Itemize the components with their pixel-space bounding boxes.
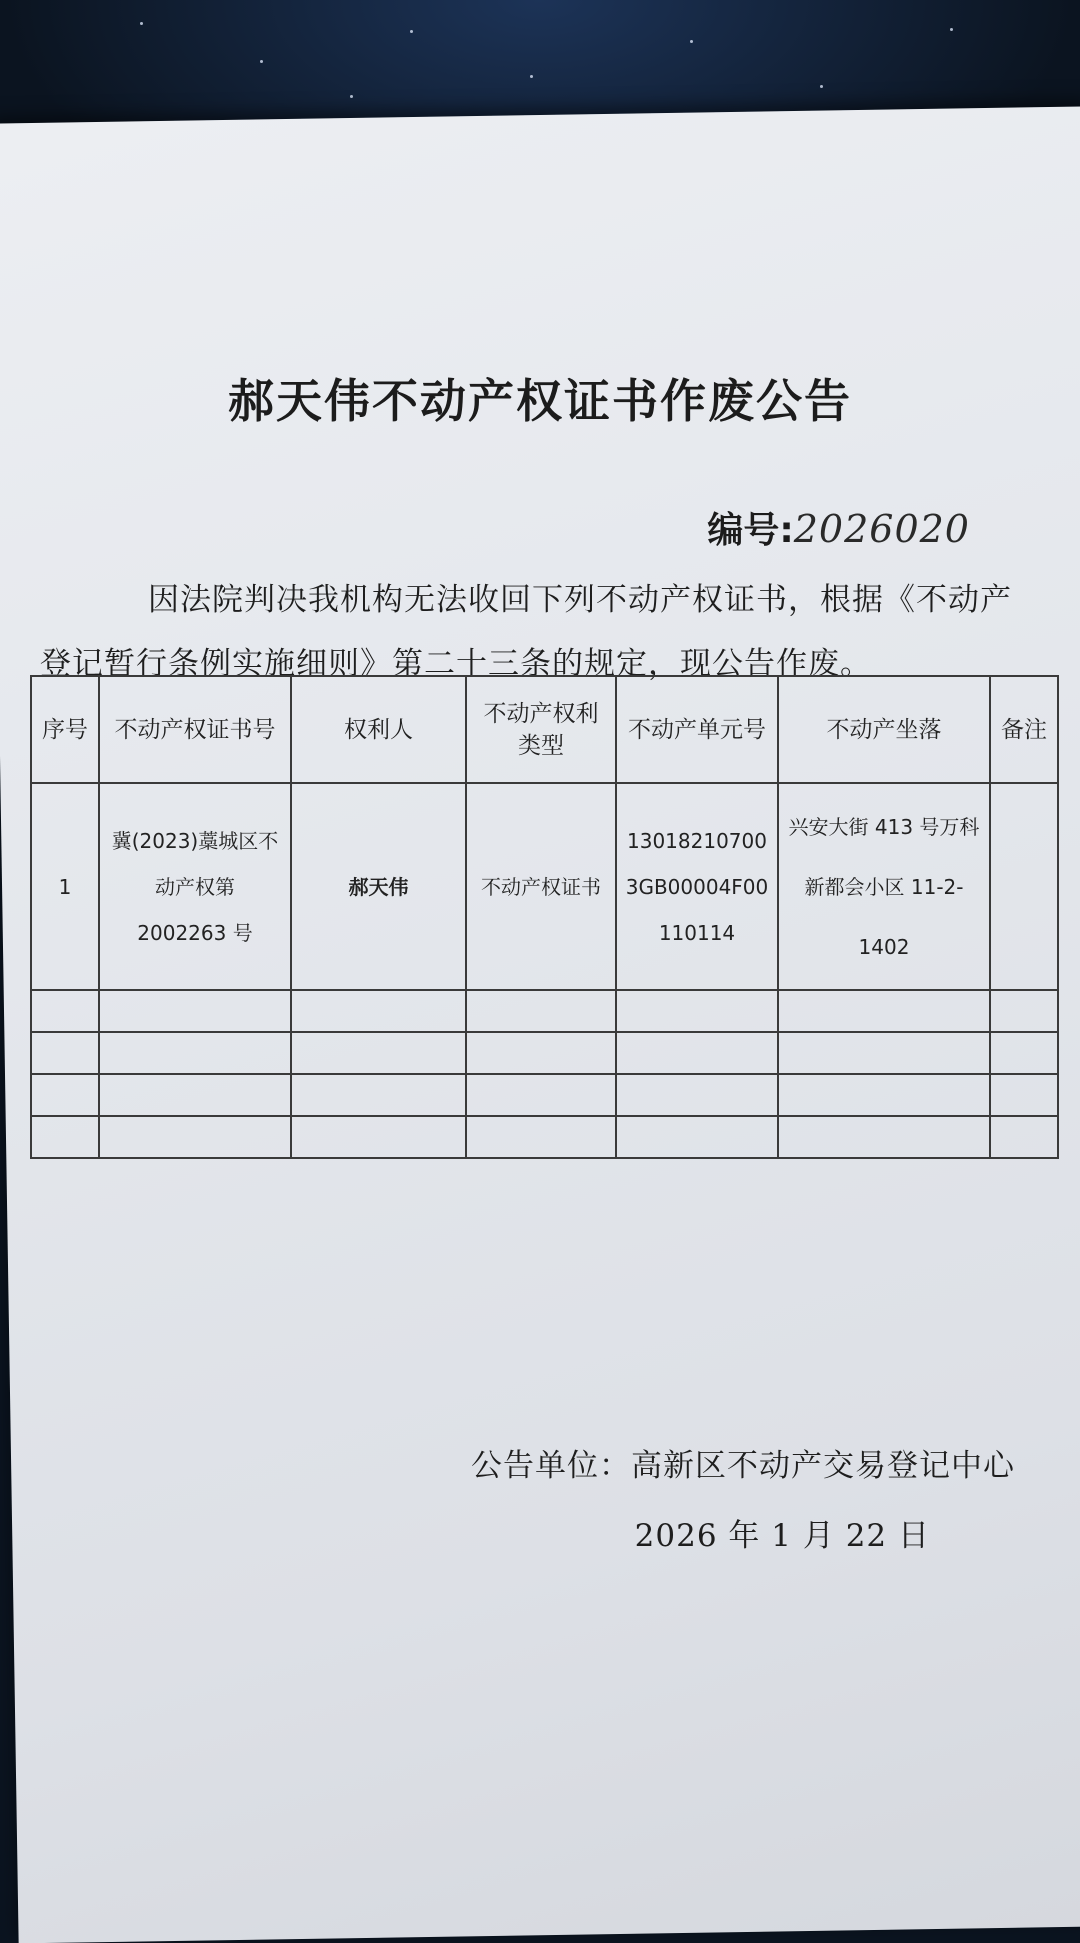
intro-paragraph: 因法院判决我机构无法收回下列不动产权证书，根据《不动产登记暂行条例实施细则》第二十三条的规定，现公告作废。 (40, 582, 1012, 682)
table-header-row (31, 676, 1058, 783)
document-number (707, 502, 970, 553)
table-row-empty (31, 990, 1058, 1032)
cell-holder: 郝天伟 (291, 783, 466, 990)
certificate-table (30, 675, 1059, 1159)
issue-date: 2026 年 1 月 22 日 (634, 1518, 930, 1554)
cell-right-type: 不动产权证书 (466, 783, 616, 990)
header-cell: 不动产单元号 (616, 676, 778, 783)
cell-index: 1 (31, 783, 99, 990)
issuing-organization: 公告单位：高新区不动产交易登记中心 (471, 1448, 1015, 1484)
header-cell: 备注 (990, 676, 1058, 783)
header-cell: 序号 (31, 676, 99, 783)
header-cell: 权利人 (291, 676, 466, 783)
cell-certificate-no: 冀(2023)藁城区不动产权第 2002263 号 (99, 783, 291, 990)
header-cell: 不动产权利类型 (466, 676, 616, 783)
document-title: 郝天伟不动产权证书作废公告 (228, 374, 852, 428)
number-label: 编号: (707, 510, 794, 551)
cell-location: 兴安大街 413 号万科新都会小区 11-2-1402 (778, 783, 990, 990)
table-row-empty (31, 1116, 1058, 1158)
table-row-empty (31, 1032, 1058, 1074)
table-row-empty (31, 1074, 1058, 1116)
header-cell: 不动产坐落 (778, 676, 990, 783)
header-cell: 不动产权证书号 (99, 676, 291, 783)
cell-remark (990, 783, 1058, 990)
number-value: 2026020 (793, 507, 970, 551)
cell-unit-no: 130182107003GB00004F00110114 (616, 783, 778, 990)
table-row (31, 783, 1058, 990)
